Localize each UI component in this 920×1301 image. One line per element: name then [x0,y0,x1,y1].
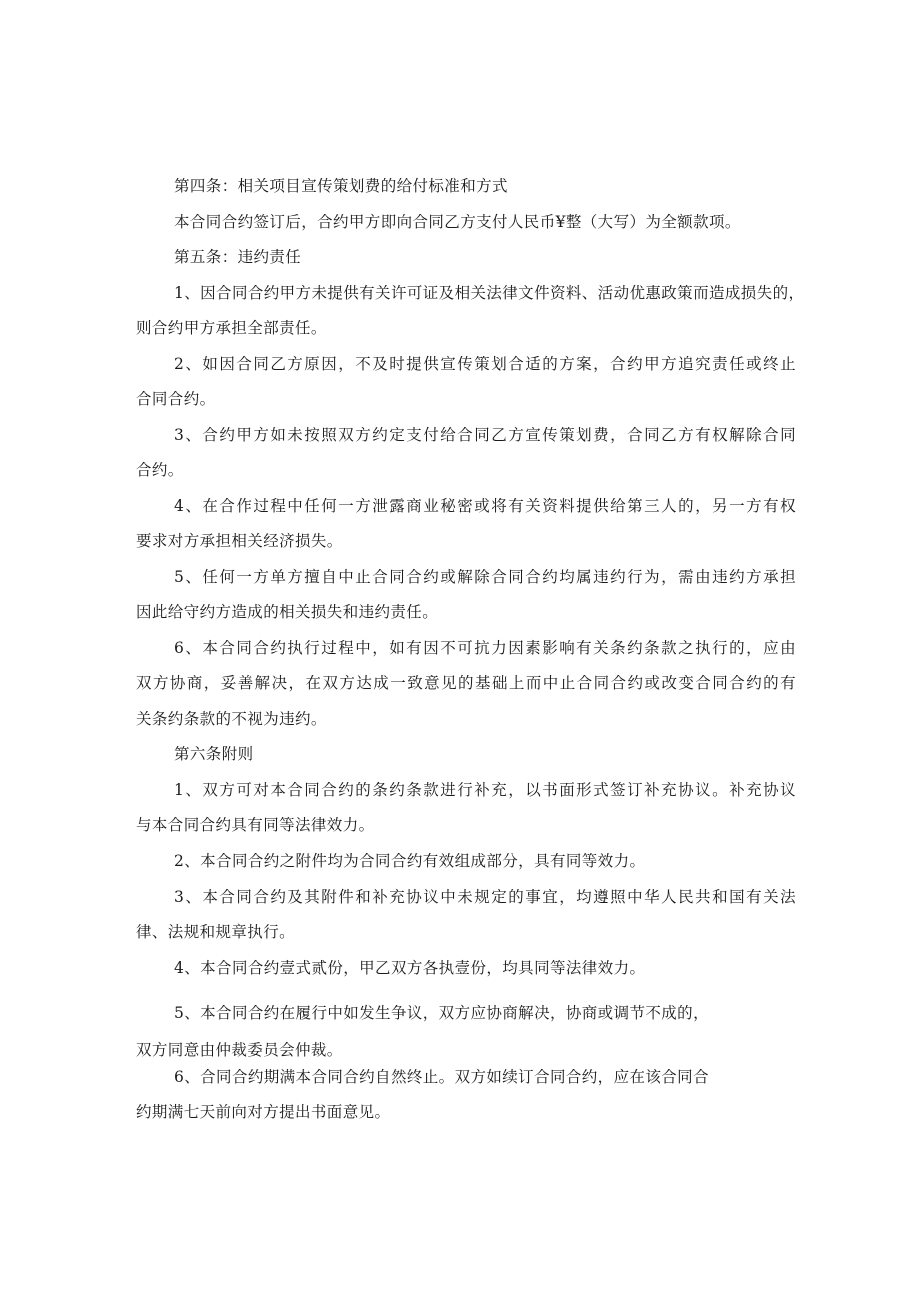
article-6-item-4: 4、本合同合约壹式贰份，甲乙双方各执壹份，均具同等法律效力。 [174,959,646,977]
article-5-item-1-line-2: 则合约甲方承担全部责任。 [136,319,327,337]
article-6-item-6-line-1: 6、合同合约期满本合同合约自然终止。双方如续订合同合约，应在该合同合 [174,1068,709,1086]
article-6-item-1-line-1: 1、双方可对本合同合约的条约条款进行补充，以书面形式签订补充协议。补充协议 [174,781,796,799]
article-5-item-1-line-1: 1、因合同合约甲方未提供有关许可证及相关法律文件资料、活动优惠政策而造成损失的， [174,284,805,302]
article-5-item-5-line-2: 因此给守约方造成的相关损失和违约责任。 [136,603,439,621]
article-6-item-6-line-2: 约期满七天前向对方提出书面意见。 [136,1103,391,1121]
article-6-item-3-line-2: 律、法规和规章执行。 [136,923,296,941]
article-6-heading: 第六条附则 [174,745,254,763]
article-6-item-1-line-2: 与本合同合约具有同等法律效力。 [136,816,375,834]
article-5-item-2-line-1: 2、如因合同乙方原因，不及时提供宣传策划合适的方案，合约甲方追究责任或终止 [174,355,796,373]
article-4-heading: 第四条：相关项目宣传策划费的给付标准和方式 [174,177,508,195]
article-5-item-4-line-1: 4、在合作过程中任何一方泄露商业秘密或将有关资料提供给第三人的，另一方有权 [174,497,796,515]
article-5-heading: 第五条：违约责任 [174,248,302,266]
article-5-item-6-line-2: 双方协商，妥善解决，在双方达成一致意见的基础上而中止合同合约或改变合同合约的有 [136,674,796,692]
article-5-item-3-line-1: 3、合约甲方如未按照双方约定支付给合同乙方宣传策划费，合同乙方有权解除合同 [174,426,796,444]
article-6-item-2: 2、本合同合约之附件均为合同合约有效组成部分，具有同等效力。 [174,852,646,870]
article-4-text: 本合同合约签订后，合约甲方即向合同乙方支付人民币¥整（大写）为全额款项。 [174,213,741,231]
article-6-item-5-line-2: 双方同意由仲裁委员会仲裁。 [136,1041,343,1059]
article-6-item-3-line-1: 3、本合同合约及其附件和补充协议中未规定的事宜，均遵照中华人民共和国有关法 [174,888,796,906]
article-5-item-4-line-2: 要求对方承担相关经济损失。 [136,532,343,550]
article-5-item-2-line-2: 合同合约。 [136,390,216,408]
article-5-item-3-line-2: 合约。 [136,461,184,479]
article-5-item-6-line-1: 6、本合同合约执行过程中，如有因不可抗力因素影响有关条约条款之执行的，应由 [174,639,796,657]
article-5-item-5-line-1: 5、任何一方单方擅自中止合同合约或解除合同合约均属违约行为，需由违约方承担 [174,568,796,586]
article-5-item-6-line-3: 关条约条款的不视为违约。 [136,710,327,728]
article-6-item-5-line-1: 5、本合同合约在履行中如发生争议，双方应协商解决，协商或调节不成的， [174,1004,709,1022]
